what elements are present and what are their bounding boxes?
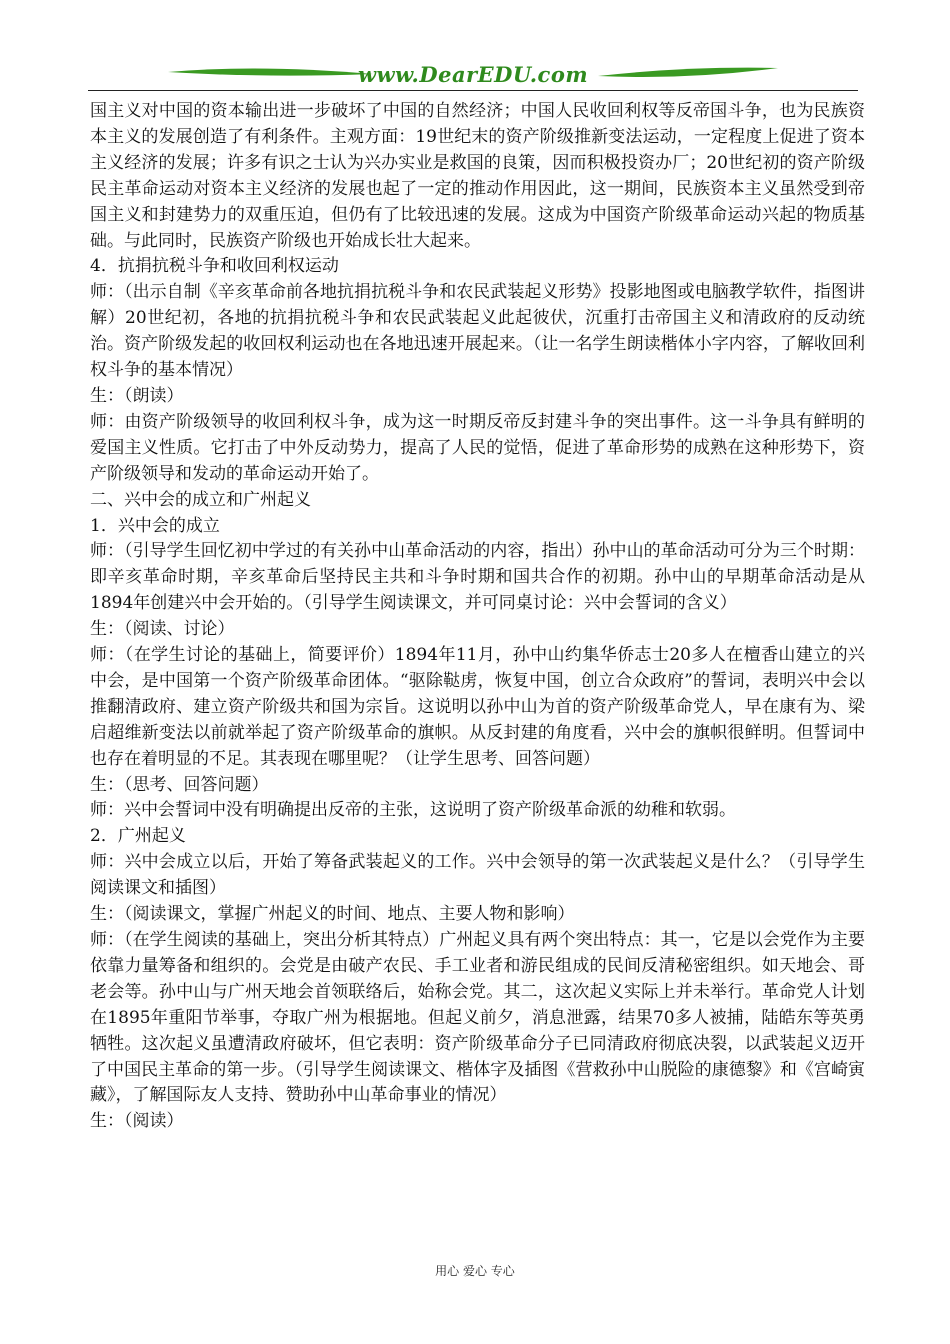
paragraph: 国主义对中国的资本输出进一步破坏了中国的自然经济；中国人民收回利权等反帝国斗争，也为民族资本主义的发展创造了有利条件。主观方面：19世纪末的资产阶级推新变法运动，一定程度上促进了资本主义经济的发展；许多有识之士认为兴办实业是救国的良策，因而积极投资办厂；20世纪初的资产阶级民主革命运动对资本主义经济的发展也起了一定的推动作用因此，这一期间，民族资本主义虽然受到帝国主义和封建势力的双重压迫，但仍有了比较迅速的发展。这成为中国资产阶级革命运动兴起的物质基础。与此同时，民族资产阶级也开始成长壮大起来。: [90, 101, 865, 251]
paragraph: 师：（在学生讨论的基础上，简要评价）1894年11月，孙中山约集华侨志士20多人在檀香山建立的兴中会，是中国第一个资产阶级革命团体。“驱除鞑虏，恢复中国，创立合众政府”的誓词，表明兴中会以推翻清政府、建立资产阶级共和国为宗旨。这说明以孙中山为首的资产阶级革命党人，早在康有为、梁启超维新变法以前就举起了资产阶级革命的旗帜。从反封建的角度看，兴中会的旗帜很鲜明。但誓词中也存在着明显的不足。其表现在哪里呢？（让学生思考、回答问题）: [90, 645, 865, 769]
section-heading: 1．兴中会的成立: [90, 515, 220, 536]
document-body: [90, 99, 865, 1135]
paragraph: 师：（出示自制《辛亥革命前各地抗捐抗税斗争和农民武装起义形势》投影地图或电脑教学软件，指图讲解）20世纪初，各地的抗捐抗税斗争和农民武装起义此起彼伏，沉重打击帝国主义和清政府的反动统治。资产阶级发起的收回权利运动也在各地迅速开展起来。（让一名学生朗读楷体小字内容，了解收回利权斗争的基本情况）: [90, 282, 865, 381]
page-header: [88, 56, 858, 96]
section-heading: 2．广州起义: [90, 826, 186, 847]
section-heading: 4．抗捐抗税斗争和收回利权运动: [90, 256, 339, 277]
section-heading: 二、兴中会的成立和广州起义: [90, 489, 311, 510]
site-logo[interactable]: www.DearEDU.com: [357, 62, 589, 87]
paragraph: 师：由资产阶级领导的收回利权斗争，成为这一时期反帝反封建斗争的突出事件。这一斗争具有鲜明的爱国主义性质。它打击了中外反动势力，提高了人民的觉悟，促进了革命形势的成熟在这种形势下，资产阶级领导和发动的革命运动开始了。: [90, 411, 865, 484]
paragraph: 生：（朗读）: [90, 385, 184, 406]
paragraph: 师：兴中会成立以后，开始了筹备武装起义的工作。兴中会领导的第一次武装起义是什么？（引导学生阅读课文和插图）: [90, 852, 865, 899]
paragraph: 师：（引导学生回忆初中学过的有关孙中山革命活动的内容，指出）孙中山的革命活动可分为三个时期：即辛亥革命时期，辛亥革命后坚持民主共和斗争时期和国共合作的初期。孙中山的早期革命活动是从1894年创建兴中会开始的。（引导学生阅读课文，并可同桌讨论：兴中会誓词的含义）: [90, 541, 865, 614]
paragraph: 生：（思考、回答问题）: [90, 774, 269, 795]
paragraph: 生：（阅读、讨论）: [90, 619, 235, 640]
header-divider: [88, 90, 858, 91]
paragraph: 生：（阅读课文，掌握广州起义的时间、地点、主要人物和影响）: [90, 904, 575, 925]
paragraph: 生：（阅读）: [90, 1111, 184, 1132]
paragraph: 师：兴中会誓词中没有明确提出反帝的主张，这说明了资产阶级革命派的幼稚和软弱。: [90, 800, 736, 821]
paragraph: 师：（在学生阅读的基础上，突出分析其特点）广州起义具有两个突出特点：其一，它是以会党作为主要依靠力量筹备和组织的。会党是由破产农民、手工业者和游民组成的民间反清秘密组织。如天地会、哥老会等。孙中山与广州天地会首领联络后，始称会党。其二，这次起义实际上并未举行。革命党人计划在1895年重阳节举事，夺取广州为根据地。但起义前夕，消息泄露，结果70多人被捕，陆皓东等英勇牺牲。这次起义虽遭清政府破坏，但它表明：资产阶级革命分子已同清政府彻底决裂，以武装起义迈开了中国民主革命的第一步。（引导学生阅读课文、楷体字及插图《营救孙中山脱险的康德黎》和《宫崎寅藏》，了解国际友人支持、赞助孙中山革命事业的情况）: [90, 930, 865, 1106]
page-footer: 用心 爱心 专心: [435, 1264, 515, 1278]
